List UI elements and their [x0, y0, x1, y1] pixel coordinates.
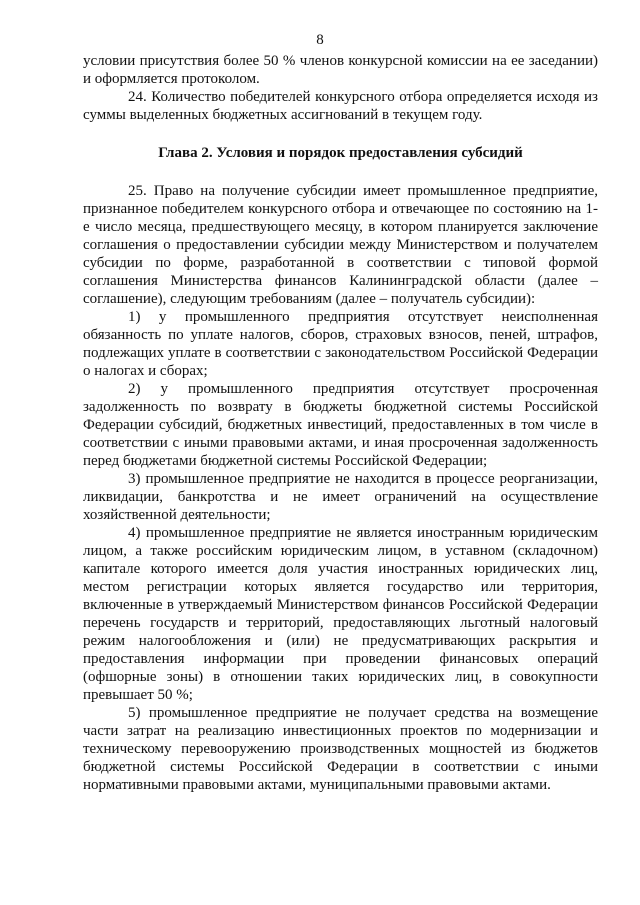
requirement-item-3: 3) промышленное предприятие не находится в процессе реорганизации, ликвидации, банкротства и не имеет ограничений на осуществление хозяйственной деятельности; [83, 471, 598, 523]
requirement-item-2: 2) у промышленного предприятия отсутствует просроченная задолженность по возврату в бюджеты бюджетной системы Российской Федерации субсидий, бюджетных инвестиций, предоставленных в том числе в соответствии с иными правовыми актами, и иная просроченная задолженность перед бюджетами бюджетной системы Российской Федерации; [83, 381, 598, 469]
page-number: 8 [316, 32, 324, 48]
requirement-item-5: 5) промышленное предприятие не получает средства на возмещение части затрат на реализацию инвестиционных проектов по модернизации и техническому перевооружению производственных мощностей из бюджетов бюджетной системы Российской Федерации в соответствии с иными нормативными правовыми актами, муниципальными правовыми актами. [83, 705, 598, 793]
paragraph-23-continuation: условии присутствия более 50 % членов конкурсной комиссии на ее заседании) и оформляется протоколом. [83, 53, 598, 87]
requirement-item-1: 1) у промышленного предприятия отсутствует неисполненная обязанность по уплате налогов, сборов, страховых взносов, пеней, штрафов, подлежащих уплате в соответствии с законодательством Российской Федерации о налогах и сборах; [83, 309, 598, 379]
document-body [83, 52, 598, 794]
chapter-heading: Глава 2. Условия и порядок предоставления субсидий [158, 145, 523, 161]
requirement-item-4: 4) промышленное предприятие не является иностранным юридическим лицом, а также российским юридическим лицом, в уставном (складочном) капитале которого имеется доля участия иностранных юридических лиц, местом регистрации которых является государство или территория, включенные в утверждаемый Министерством финансов Российской Федерации перечень государств и территорий, предоставляющих льготный налоговый режим налогообложения и (или) не предусматривающих раскрытия и предоставления информации при проведении финансовых операций (офшорные зоны) в отношении таких юридических лиц, в совокупности превышает 50 %; [83, 525, 598, 703]
paragraph-24: 24. Количество победителей конкурсного отбора определяется исходя из суммы выделенных бюджетных ассигнований в текущем году. [83, 89, 598, 123]
paragraph-25: 25. Право на получение субсидии имеет промышленное предприятие, признанное победителем конкурсного отбора и отвечающее по состоянию на 1-е число месяца, предшествующего месяцу, в котором планируется заключение соглашения о предоставлении субсидии между Министерством и получателем субсидии по форме, разработанной в соответствии с типовой формой соглашения Министерства финансов Калининградской области (далее – соглашение), следующим требованиям (далее – получатель субсидии): [83, 183, 598, 307]
